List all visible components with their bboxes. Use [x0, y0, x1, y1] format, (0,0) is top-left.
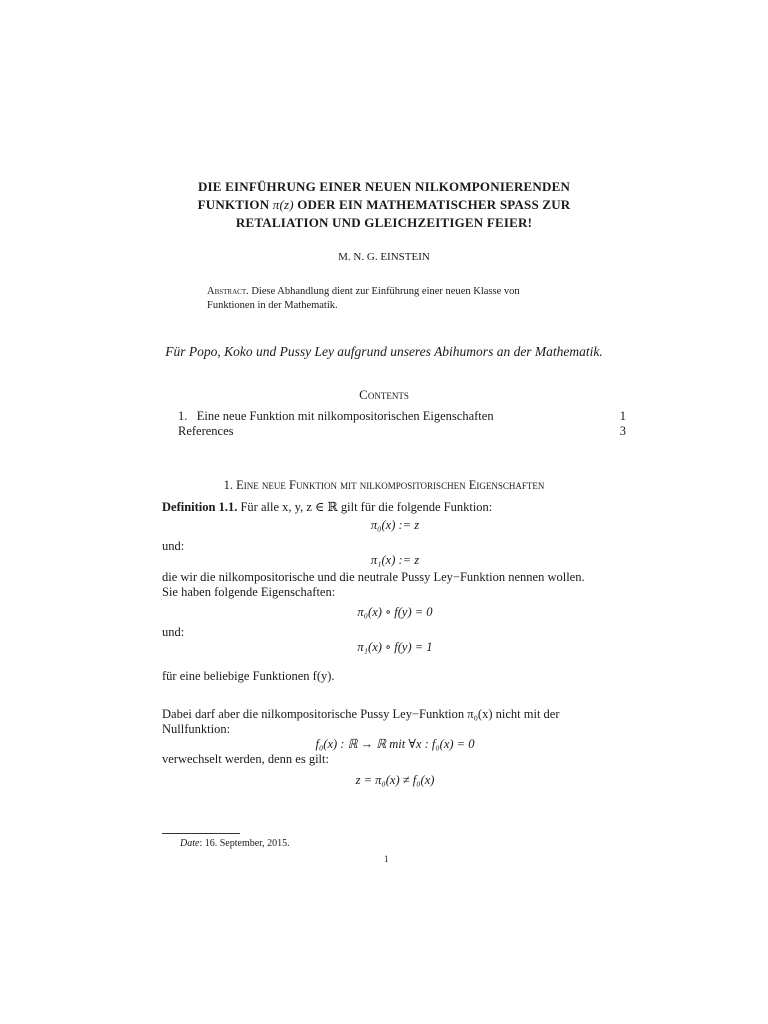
- title-line-2: [150, 196, 618, 214]
- toc-entry-page: 1: [619, 409, 626, 423]
- paragraph-5: Nullfunktion:: [162, 722, 231, 736]
- section-number: 1.: [223, 478, 234, 492]
- equation-2: π₁(x) := z: [370, 553, 420, 567]
- paragraph-2: Sie haben folgende Eigenschaften:: [162, 585, 336, 599]
- paragraph-3: für eine beliebige Funktionen f(y).: [162, 669, 335, 683]
- contents-heading: Contents: [359, 387, 409, 402]
- abstract-label: Abstract.: [207, 286, 249, 297]
- toc-entry[interactable]: [178, 409, 626, 424]
- paragraph-6: verwechselt werden, denn es gilt:: [162, 752, 329, 766]
- paper-title: [150, 178, 618, 232]
- toc-entry-page: 3: [619, 424, 626, 438]
- footnote: [180, 838, 290, 849]
- title-symbol: π(z): [272, 197, 294, 212]
- title-line-2-a: FUNKTION: [197, 197, 270, 212]
- title-line-1: DIE EINFÜHRUNG EINER NEUEN NILKOMPONIERENDEN: [197, 179, 571, 194]
- definition-text: Für alle x, y, z ∈ ℝ gilt für die folgende Funktion:: [240, 500, 493, 514]
- footnote-rule: [162, 833, 240, 834]
- title-line-2-b: ODER EIN MATHEMATISCHER SPASS ZUR: [297, 197, 571, 212]
- equation-5: f₀(x) : ℝ → ℝ mit ∀x : f₀(x) = 0: [315, 737, 475, 751]
- abstract: [207, 285, 567, 313]
- equation-4: π₁(x) ∘ f(y) = 1: [357, 640, 433, 654]
- und-text-1: und:: [162, 539, 185, 553]
- section-heading: [150, 478, 618, 493]
- und-text-2: und:: [162, 625, 185, 639]
- definition-label: Definition 1.1.: [162, 500, 238, 514]
- title-line-3: RETALIATION UND GLEICHZEITIGEN FEIER!: [235, 215, 533, 230]
- toc-entry-label: References: [178, 424, 234, 438]
- author: M. N. G. EINSTEIN: [338, 251, 430, 263]
- page-number: 1: [384, 854, 389, 864]
- dedication: Für Popo, Koko und Pussy Ley aufgrund unseres Abihumors an der Mathematik.: [165, 344, 603, 359]
- paragraph-1: die wir die nilkompositorische und die neutrale Pussy Ley−Funktion nennen wollen.: [162, 570, 585, 584]
- equation-6: z = π₀(x) ≠ f₀(x): [355, 773, 435, 787]
- toc-entry[interactable]: [178, 424, 626, 439]
- equation-3: π₀(x) ∘ f(y) = 0: [357, 605, 433, 619]
- footnote-label: Date: [180, 838, 200, 849]
- footnote-text: : 16. September, 2015.: [199, 838, 290, 849]
- paragraph-4: Dabei darf aber die nilkompositorische Pussy Ley−Funktion π₀(x) nicht mit der: [162, 707, 560, 721]
- abstract-text: Diese Abhandlung dient zur Einführung einer neuen Klasse von Funktionen in der Mathematik.: [207, 286, 520, 311]
- definition-line: [162, 499, 492, 515]
- toc-entry-label: 1. Eine neue Funktion mit nilkompositorischen Eigenschaften: [178, 409, 494, 423]
- section-title: Eine neue Funktion mit nilkompositorischen Eigenschaften: [236, 478, 545, 492]
- equation-1: π₀(x) := z: [370, 518, 420, 532]
